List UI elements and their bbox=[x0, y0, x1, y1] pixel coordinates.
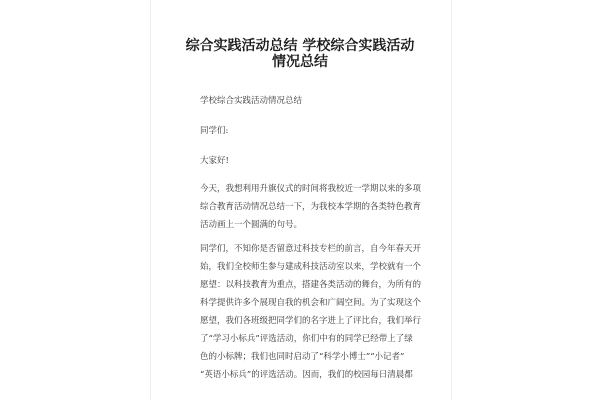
document-title-line-1: 综合实践活动总结 学校综合实践活动 bbox=[185, 38, 415, 54]
paragraph-line: 今天，我想利用升旗仪式的时间将我校近一学期以来的多项 bbox=[200, 184, 422, 194]
paragraph-line: 色的小标牌；我们也同时启动了“科学小博士”“小记者” bbox=[200, 352, 405, 362]
paragraph-line: 综合教育活动情况总结一下，为我校本学期的各类特色教育 bbox=[200, 202, 422, 212]
paragraph-line: 愿望：以科技教育为重点，搭建各类活动的舞台，为所有的 bbox=[200, 280, 422, 290]
paragraph-line: 同学们，不知你是否留意过科技专栏的前言，自今年春天开 bbox=[200, 244, 422, 254]
salutation-greeting: 大家好! bbox=[200, 156, 229, 166]
paragraph-line: “英语小标兵”的评选活动。因而，我们的校园每日清晨都 bbox=[200, 370, 413, 380]
paragraph-line: 始，我们全校师生参与建成科技活动室以来，学校就有一个 bbox=[200, 262, 422, 272]
document-title-line-2: 情况总结 bbox=[272, 54, 328, 70]
paragraph-body bbox=[200, 240, 422, 384]
paragraph-intro bbox=[200, 180, 422, 234]
paragraph-line: 愿望，我们各班级把同学们的名字进上了评比台，我们举行 bbox=[200, 316, 422, 326]
salutation-classmates: 同学们: bbox=[200, 126, 229, 136]
paragraph-line: 活动画上一个圆满的句号。 bbox=[200, 220, 303, 230]
paragraph-line: 科学提供许多个展现自我的机会和广阔空间。为了实现这个 bbox=[200, 298, 422, 308]
document-heading: 学校综合实践活动情况总结 bbox=[200, 96, 303, 106]
paragraph-line: 了“学习小标兵”评选活动，你们中有的同学已经带上了绿 bbox=[200, 334, 413, 344]
